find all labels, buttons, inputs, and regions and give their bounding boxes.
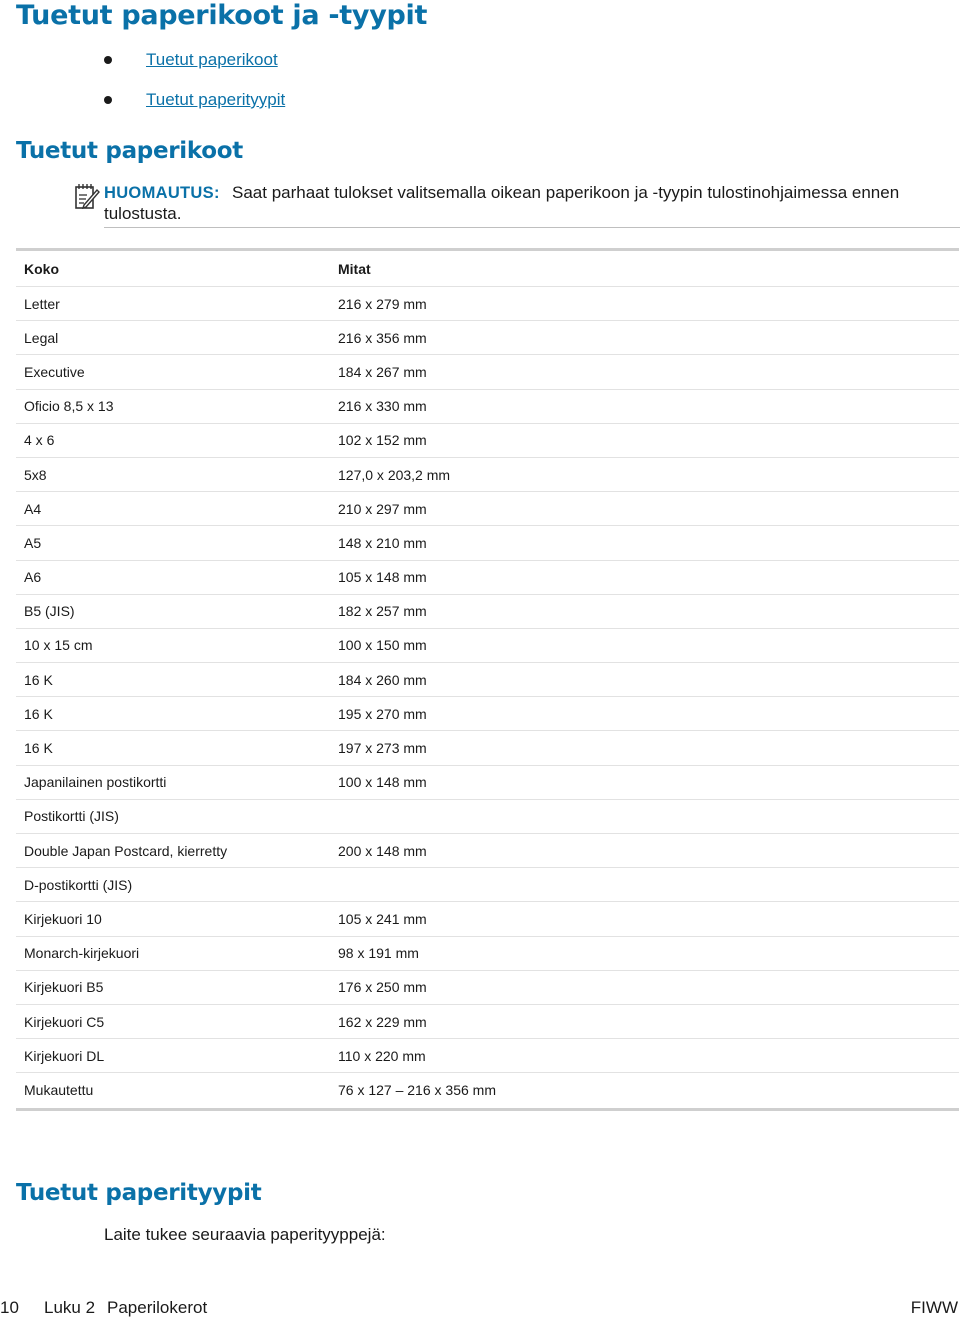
note-box xyxy=(74,180,960,228)
section-title-paper-types: Tuetut paperityypit xyxy=(16,1180,262,1206)
dimensions-cell: 197 x 273 mm xyxy=(338,740,427,757)
dimensions-cell: 200 x 148 mm xyxy=(338,842,427,859)
table-row xyxy=(16,629,959,663)
dimensions-cell: 184 x 267 mm xyxy=(338,363,427,380)
dimensions-cell: 98 x 191 mm xyxy=(338,945,419,962)
section-label: Paperilokerot xyxy=(107,1298,208,1317)
table-row xyxy=(16,766,959,800)
divider xyxy=(104,227,960,228)
page-title: Tuetut paperikoot ja -tyypit xyxy=(16,0,428,31)
table-row xyxy=(16,526,959,560)
dimensions-cell: 216 x 279 mm xyxy=(338,295,427,312)
table-row xyxy=(16,1005,959,1039)
size-cell: A6 xyxy=(24,569,42,586)
toc-link-paper-types[interactable]: Tuetut paperityypit xyxy=(146,90,286,109)
table-body xyxy=(16,287,959,1108)
dimensions-cell: 216 x 330 mm xyxy=(338,398,427,415)
table-row xyxy=(16,321,959,355)
size-cell: Kirjekuori 10 xyxy=(24,910,102,927)
size-cell: 10 x 15 cm xyxy=(24,637,93,654)
dimensions-cell: 102 x 152 mm xyxy=(338,432,427,449)
size-cell: Postikortti (JIS) xyxy=(24,808,119,825)
section-intro: Laite tukee seuraavia paperityyppejä: xyxy=(104,1225,386,1244)
table-row xyxy=(16,355,959,389)
table-row xyxy=(16,663,959,697)
page-number: 10 xyxy=(0,1298,19,1317)
table-row xyxy=(16,287,959,321)
size-cell: Executive xyxy=(24,363,85,380)
dimensions-cell: 105 x 148 mm xyxy=(338,569,427,586)
size-cell: Oficio 8,5 x 13 xyxy=(24,398,114,415)
size-cell: 16 K xyxy=(24,740,53,757)
size-cell: Letter xyxy=(24,295,60,312)
dimensions-cell: 110 x 220 mm xyxy=(338,1047,426,1064)
note-text: Saat parhaat tulokset valitsemalla oikean paperikoon ja -tyypin tulostinohjaimessa ennen tulostusta. xyxy=(104,183,900,223)
size-cell: Monarch-kirjekuori xyxy=(24,945,140,962)
dimensions-cell: 216 x 356 mm xyxy=(338,329,427,346)
table-bottom-rule xyxy=(16,1108,959,1111)
table-row xyxy=(16,561,959,595)
table-row xyxy=(16,390,959,424)
column-header-size: Koko xyxy=(24,260,59,277)
table-row xyxy=(16,697,959,731)
dimensions-cell: 100 x 150 mm xyxy=(338,637,427,654)
bullet-icon xyxy=(104,96,112,104)
size-cell: A5 xyxy=(24,534,42,551)
chapter-label: Luku 2 xyxy=(44,1298,96,1317)
size-cell: 4 x 6 xyxy=(24,432,55,449)
dimensions-cell: 184 x 260 mm xyxy=(338,671,427,688)
table-row xyxy=(16,971,959,1005)
dimensions-cell: 195 x 270 mm xyxy=(338,705,427,722)
table-row xyxy=(16,868,959,902)
document-id: FIWW xyxy=(910,1298,958,1317)
toc-link-paper-sizes[interactable]: Tuetut paperikoot xyxy=(146,50,278,69)
size-cell: B5 (JIS) xyxy=(24,603,75,620)
table-row xyxy=(16,492,959,526)
size-cell: 5x8 xyxy=(24,466,47,483)
section-title-paper-sizes: Tuetut paperikoot xyxy=(16,138,243,164)
page-footer xyxy=(0,1296,958,1320)
table-row xyxy=(16,1039,959,1073)
dimensions-cell: 210 x 297 mm xyxy=(338,500,427,517)
size-cell: 16 K xyxy=(24,705,53,722)
table-row xyxy=(16,424,959,458)
size-cell: Legal xyxy=(24,329,59,346)
table-row xyxy=(16,1073,959,1107)
dimensions-cell: 76 x 127 – 216 x 356 mm xyxy=(338,1082,496,1099)
dimensions-cell: 127,0 x 203,2 mm xyxy=(338,466,451,483)
table-row xyxy=(16,458,959,492)
dimensions-cell: 162 x 229 mm xyxy=(338,1013,427,1030)
note-label: HUOMAUTUS: xyxy=(104,184,220,202)
table-row xyxy=(16,800,959,834)
size-cell: Double Japan Postcard, kierretty xyxy=(24,842,228,859)
size-cell: Japanilainen postikortti xyxy=(24,774,167,791)
bullet-icon xyxy=(104,56,112,64)
table-row xyxy=(16,595,959,629)
size-cell: Kirjekuori B5 xyxy=(24,979,104,996)
size-cell: A4 xyxy=(24,500,42,517)
dimensions-cell: 105 x 241 mm xyxy=(338,910,427,927)
dimensions-cell: 100 x 148 mm xyxy=(338,774,427,791)
table-header-row xyxy=(16,251,959,287)
size-cell: 16 K xyxy=(24,671,53,688)
dimensions-cell: 148 x 210 mm xyxy=(338,534,427,551)
paper-sizes-table xyxy=(16,248,959,1111)
table-row xyxy=(16,834,959,868)
note-pad-icon xyxy=(74,182,100,210)
size-cell: Kirjekuori C5 xyxy=(24,1013,105,1030)
column-header-dimensions: Mitat xyxy=(338,260,371,277)
table-row xyxy=(16,731,959,765)
size-cell: D-postikortti (JIS) xyxy=(24,876,133,893)
table-row xyxy=(16,937,959,971)
dimensions-cell: 182 x 257 mm xyxy=(338,603,427,620)
size-cell: Mukautettu xyxy=(24,1082,94,1099)
dimensions-cell: 176 x 250 mm xyxy=(338,979,427,996)
size-cell: Kirjekuori DL xyxy=(24,1047,105,1064)
table-row xyxy=(16,902,959,936)
